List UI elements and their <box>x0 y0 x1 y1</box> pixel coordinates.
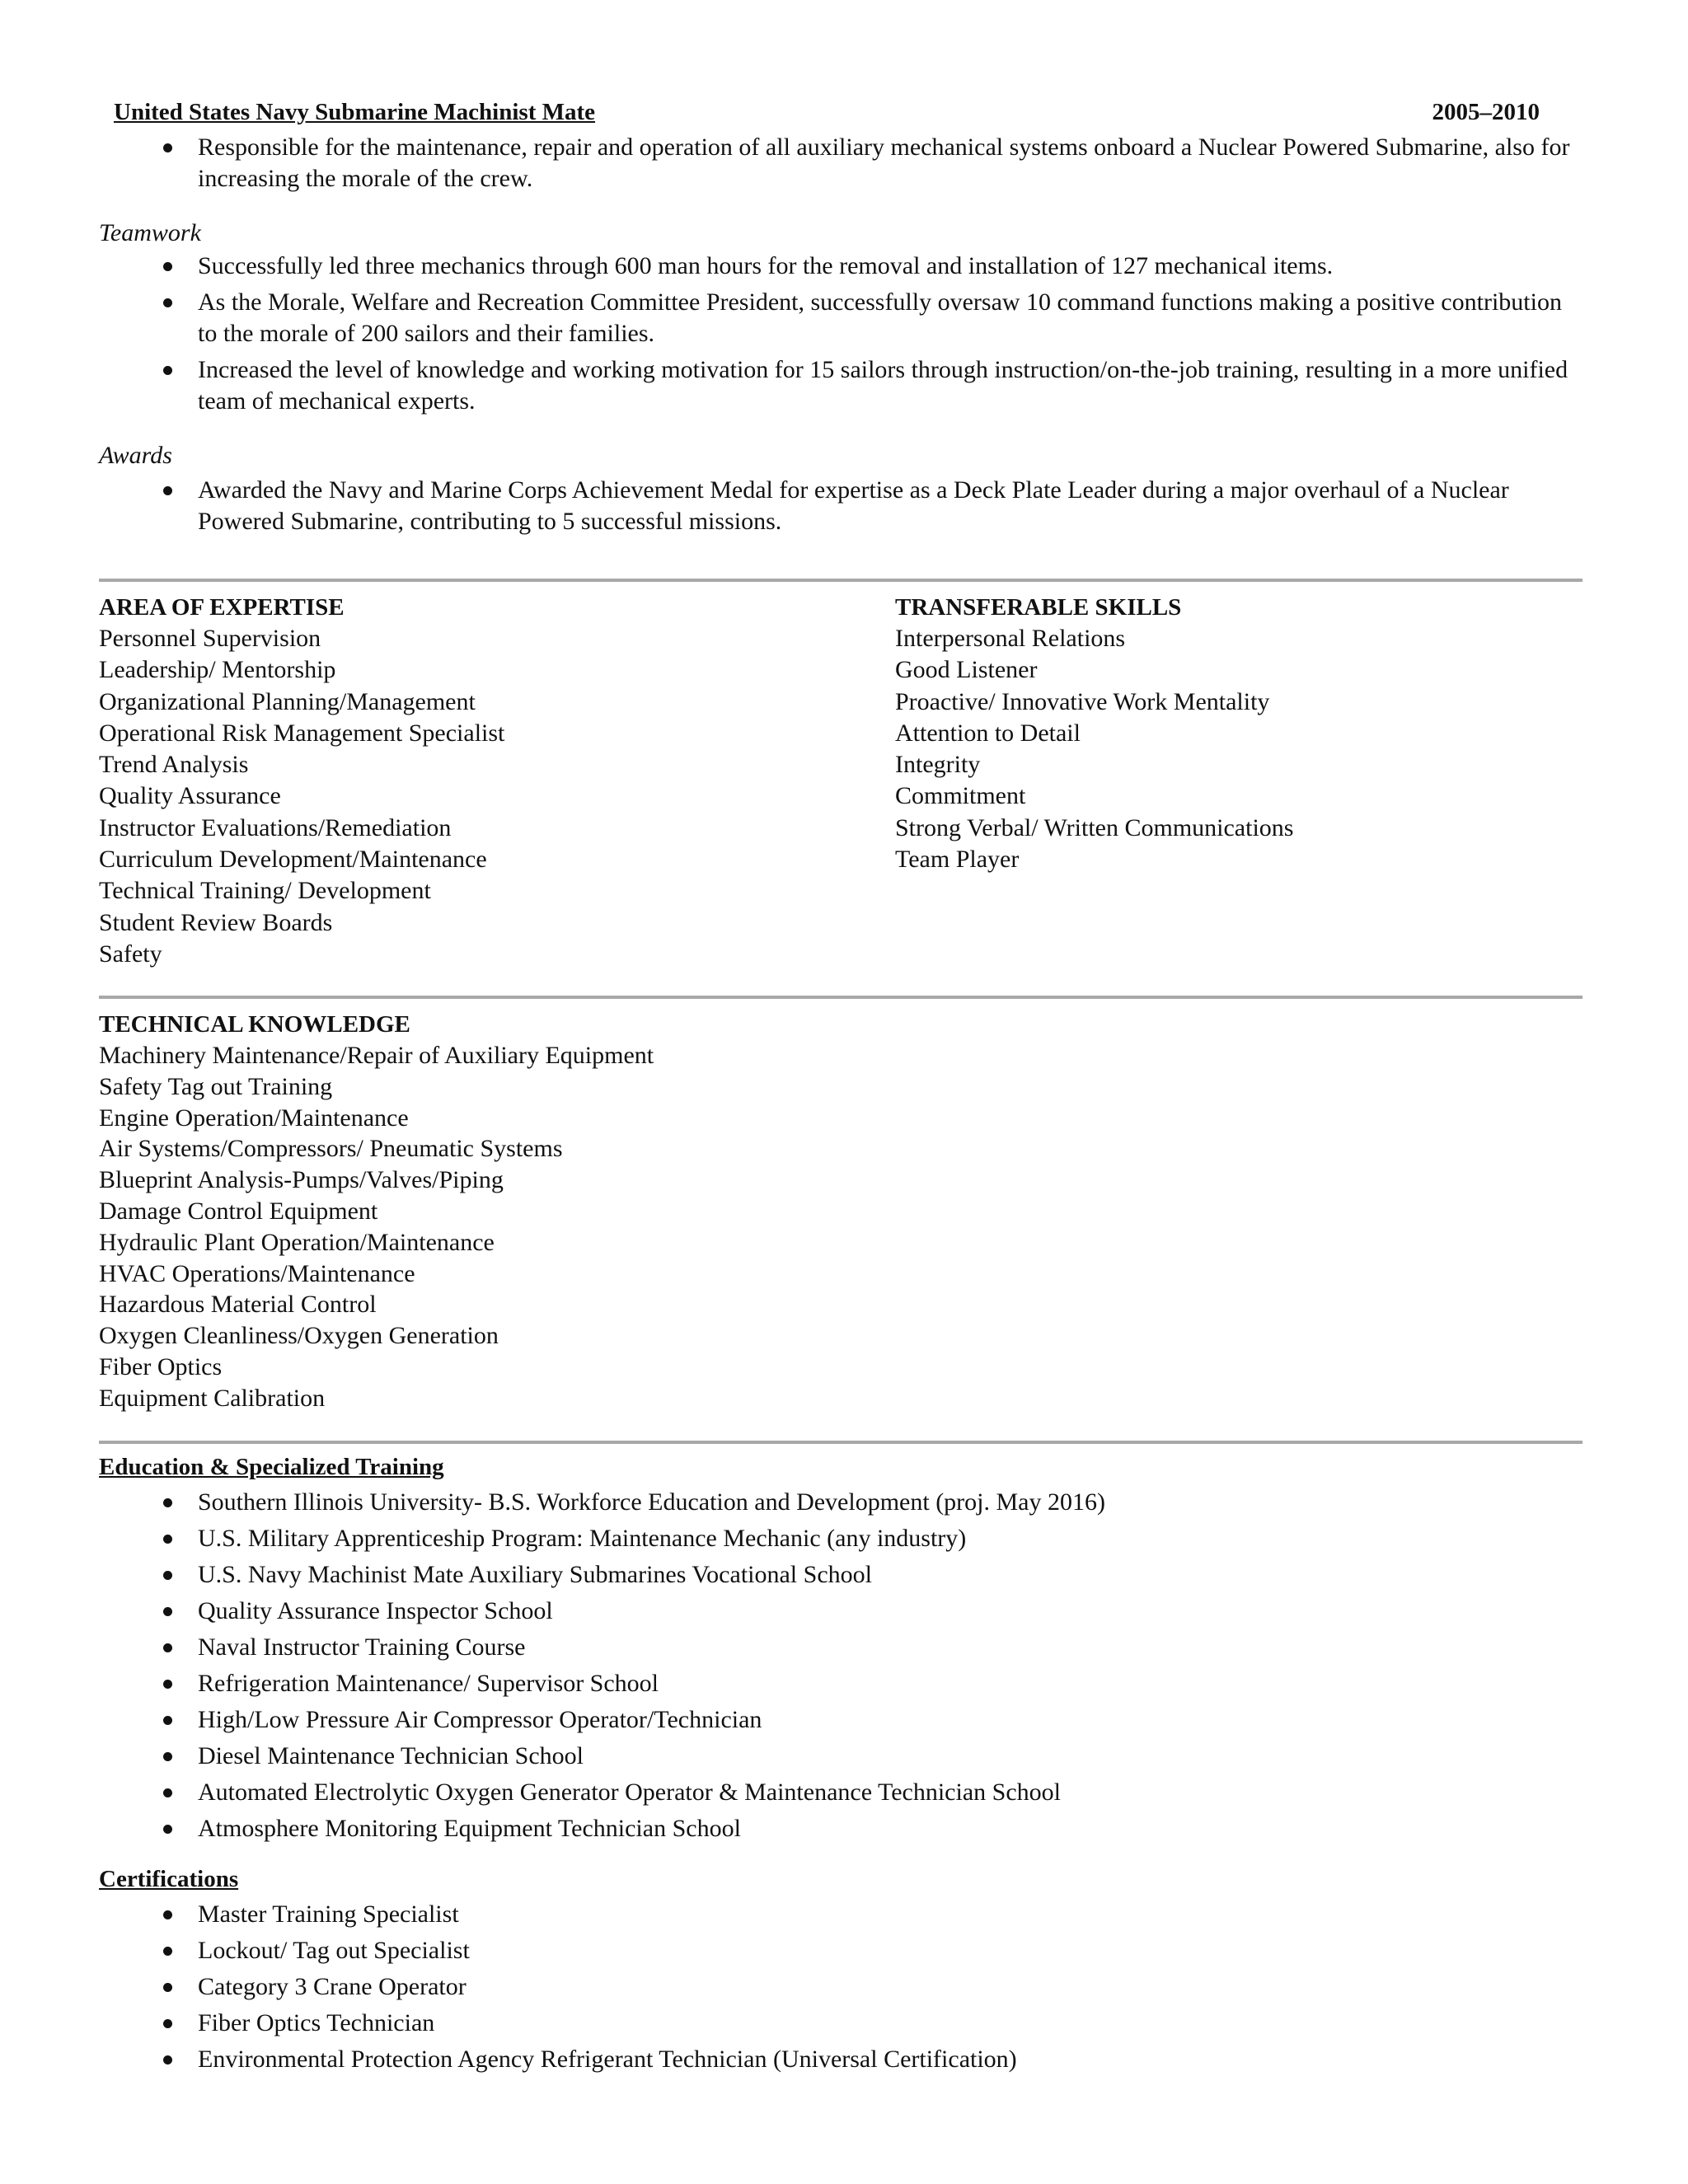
bullet-icon <box>163 1498 172 1507</box>
list-item: Technical Training/ Development <box>99 877 431 905</box>
list-item: Blueprint Analysis-Pumps/Valves/Piping <box>99 1166 504 1194</box>
list-item: Attention to Detail <box>895 719 1081 747</box>
list-item: Engine Operation/Maintenance <box>99 1104 409 1132</box>
bullet-icon <box>163 298 172 307</box>
list-item: Atmosphere Monitoring Equipment Technician School <box>99 1813 1582 1844</box>
list-item: Student Review Boards <box>99 908 333 936</box>
list-item: Proactive/ Innovative Work Mentality <box>895 687 1270 715</box>
list-item: Responsible for the maintenance, repair and operation of all auxiliary mechanical systems onboard a Nuclear Powered Submarine, also for increasing the morale of the crew. <box>99 132 1582 194</box>
list-item: Integrity <box>895 751 981 779</box>
list-item: Team Player <box>895 846 1020 874</box>
awards-list <box>99 475 1582 542</box>
list-item: Commitment <box>895 782 1026 810</box>
list-item: Good Listener <box>895 656 1038 684</box>
list-item: Operational Risk Management Specialist <box>99 719 505 747</box>
list-item: Awarded the Navy and Marine Corps Achievement Medal for expertise as a Deck Plate Leader during a major overhaul of a Nuclear Powered Submarine, contributing to 5 successful missions. <box>99 475 1582 537</box>
bullet-icon <box>163 366 172 375</box>
list-item: Fiber Optics <box>99 1352 223 1380</box>
technical-list <box>99 1040 1253 1414</box>
job-summary-list <box>99 132 1582 199</box>
bullet-icon <box>163 2055 172 2064</box>
list-item: Category 3 Crane Operator <box>99 1971 1582 2003</box>
list-item: Diesel Maintenance Technician School <box>99 1741 1582 1772</box>
section-divider <box>99 579 1582 582</box>
education-list <box>99 1487 1582 1849</box>
transferable-column <box>895 592 1582 875</box>
technical-column <box>99 1009 1253 1414</box>
bullet-icon <box>163 1983 172 1992</box>
expertise-list <box>99 623 841 970</box>
bullet-icon <box>163 486 172 495</box>
list-item: Strong Verbal/ Written Communications <box>895 813 1294 841</box>
bullet-icon <box>163 1535 172 1544</box>
list-item: Curriculum Development/Maintenance <box>99 846 487 874</box>
bullet-icon <box>163 1910 172 1919</box>
bullet-icon <box>163 1680 172 1689</box>
list-item: Lockout/ Tag out Specialist <box>99 1935 1582 1966</box>
list-item: Fiber Optics Technician <box>99 2008 1582 2039</box>
list-item: High/Low Pressure Air Compressor Operator/Technician <box>99 1704 1582 1736</box>
section-divider <box>99 996 1582 999</box>
list-item: Trend Analysis <box>99 751 249 779</box>
education-heading: Education & Specialized Training <box>99 1454 444 1480</box>
list-item: Personnel Supervision <box>99 625 321 652</box>
list-item: Leadership/ Mentorship <box>99 656 336 684</box>
list-item: Successfully led three mechanics through 600 man hours for the removal and installation of 127 mechanical items. <box>99 251 1582 282</box>
job-header <box>114 99 1540 132</box>
job-title: United States Navy Submarine Machinist Mate <box>114 99 596 125</box>
list-item: Refrigeration Maintenance/ Supervisor School <box>99 1668 1582 1699</box>
list-item: As the Morale, Welfare and Recreation Committee President, successfully oversaw 10 command functions making a positive contribution to the morale of 200 sailors and their families. <box>99 287 1582 349</box>
certifications-heading: Certifications <box>99 1866 239 1892</box>
bullet-icon <box>163 1643 172 1652</box>
list-item: Equipment Calibration <box>99 1384 326 1412</box>
technical-heading: TECHNICAL KNOWLEDGE <box>99 1011 410 1038</box>
bullet-icon <box>163 1752 172 1761</box>
list-item: Master Training Specialist <box>99 1899 1582 1930</box>
list-item: Organizational Planning/Management <box>99 687 476 715</box>
list-item: Oxygen Cleanliness/Oxygen Generation <box>99 1322 499 1350</box>
awards-heading: Awards <box>99 442 172 469</box>
teamwork-list <box>99 251 1582 422</box>
bullet-icon <box>163 2019 172 2028</box>
transferable-heading: TRANSFERABLE SKILLS <box>895 594 1182 621</box>
list-item: Quality Assurance <box>99 782 281 810</box>
list-item: Air Systems/Compressors/ Pneumatic Systems <box>99 1135 563 1163</box>
list-item: Machinery Maintenance/Repair of Auxiliary Equipment <box>99 1042 654 1069</box>
certifications-list <box>99 1899 1582 2080</box>
section-divider <box>99 1441 1582 1444</box>
list-item: Environmental Protection Agency Refrigerant Technician (Universal Certification) <box>99 2044 1582 2075</box>
bullet-icon <box>163 1947 172 1956</box>
list-item: Safety Tag out Training <box>99 1072 333 1100</box>
teamwork-heading: Teamwork <box>99 219 201 246</box>
list-item: Increased the level of knowledge and working motivation for 15 sailors through instruction/on-the-job training, resulting in a more unified team of mechanical experts. <box>99 354 1582 417</box>
list-item: Naval Instructor Training Course <box>99 1632 1582 1663</box>
bullet-icon <box>163 1571 172 1580</box>
list-item: Safety <box>99 940 162 968</box>
list-item: Instructor Evaluations/Remediation <box>99 813 452 841</box>
list-item: HVAC Operations/Maintenance <box>99 1259 415 1287</box>
transferable-list <box>895 623 1582 875</box>
job-dates: 2005–2010 <box>1432 99 1540 125</box>
list-item: U.S. Military Apprenticeship Program: Maintenance Mechanic (any industry) <box>99 1523 1582 1554</box>
bullet-icon <box>163 1716 172 1725</box>
bullet-icon <box>163 143 172 152</box>
bullet-icon <box>163 262 172 271</box>
bullet-icon <box>163 1825 172 1834</box>
expertise-heading: AREA OF EXPERTISE <box>99 594 345 621</box>
bullet-icon <box>163 1607 172 1616</box>
list-item: Automated Electrolytic Oxygen Generator Operator & Maintenance Technician School <box>99 1777 1582 1808</box>
list-item: Hydraulic Plant Operation/Maintenance <box>99 1228 495 1256</box>
list-item: Hazardous Material Control <box>99 1291 377 1319</box>
list-item: Interpersonal Relations <box>895 625 1126 652</box>
list-item: Quality Assurance Inspector School <box>99 1596 1582 1627</box>
list-item: Damage Control Equipment <box>99 1197 378 1225</box>
expertise-column <box>99 592 841 970</box>
list-item: U.S. Navy Machinist Mate Auxiliary Submarines Vocational School <box>99 1559 1582 1591</box>
list-item: Southern Illinois University- B.S. Workforce Education and Development (proj. May 2016) <box>99 1487 1582 1518</box>
bullet-icon <box>163 1788 172 1797</box>
